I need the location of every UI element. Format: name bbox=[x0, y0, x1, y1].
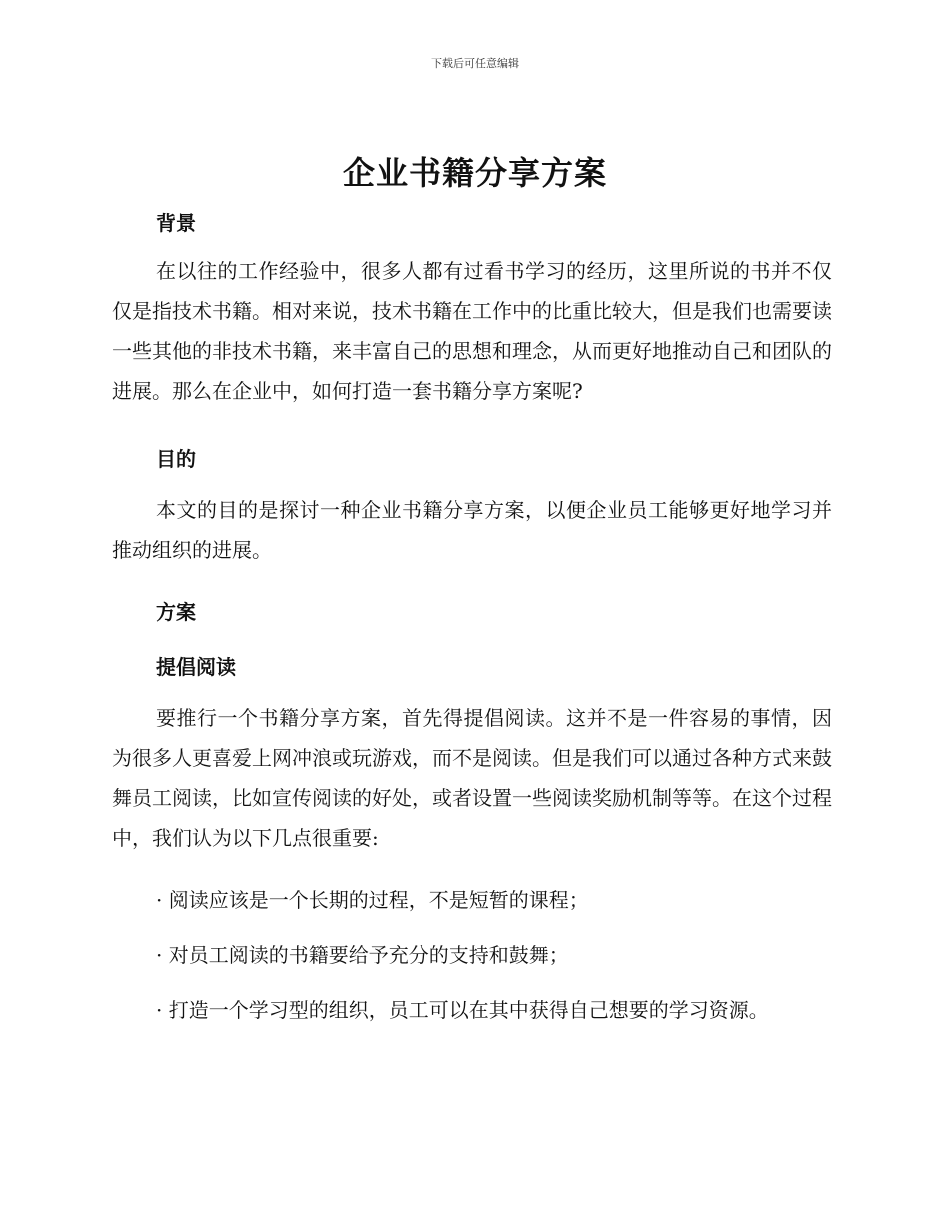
heading-background: 背景 bbox=[156, 211, 196, 235]
paragraph-reading: 要推行一个书籍分享方案，首先得提倡阅读。这并不是一件容易的事情，因为很多人更喜爱上网冲浪或玩游戏，而不是阅读。但是我们可以通过各种方式来鼓舞员工阅读，比如宣传阅读的好处，或者设置一些阅读奖励机制等等。在这个过程中，我们认为以下几点很重要: bbox=[112, 706, 832, 850]
paragraph-purpose: 本文的目的是探讨一种企业书籍分享方案，以便企业员工能够更好地学习并推动组织的进展。 bbox=[112, 498, 832, 562]
heading-purpose: 目的 bbox=[156, 447, 196, 471]
paragraph-background: 在以往的工作经验中，很多人都有过看书学习的经历，这里所说的书并不仅仅是指技术书籍。相对来说，技术书籍在工作中的比重比较大，但是我们也需要读一些其他的非技术书籍，来丰富自己的思想和理念，从而更好地推动自己和团队的进展。那么在企业中，如何打造一套书籍分享方案呢? bbox=[112, 259, 832, 403]
heading-reading: 提倡阅读 bbox=[156, 655, 236, 679]
heading-plan: 方案 bbox=[156, 600, 196, 624]
bullet-item: · 打造一个学习型的组织，员工可以在其中获得自己想要的学习资源。 bbox=[156, 998, 769, 1022]
document-title: 企业书籍分享方案 bbox=[342, 154, 607, 192]
bullet-item: · 阅读应该是一个长期的过程，不是短暂的课程； bbox=[156, 888, 589, 912]
bullet-item: · 对员工阅读的书籍要给予充分的支持和鼓舞； bbox=[156, 943, 569, 967]
header-note: 下载后可任意编辑 bbox=[431, 57, 519, 70]
